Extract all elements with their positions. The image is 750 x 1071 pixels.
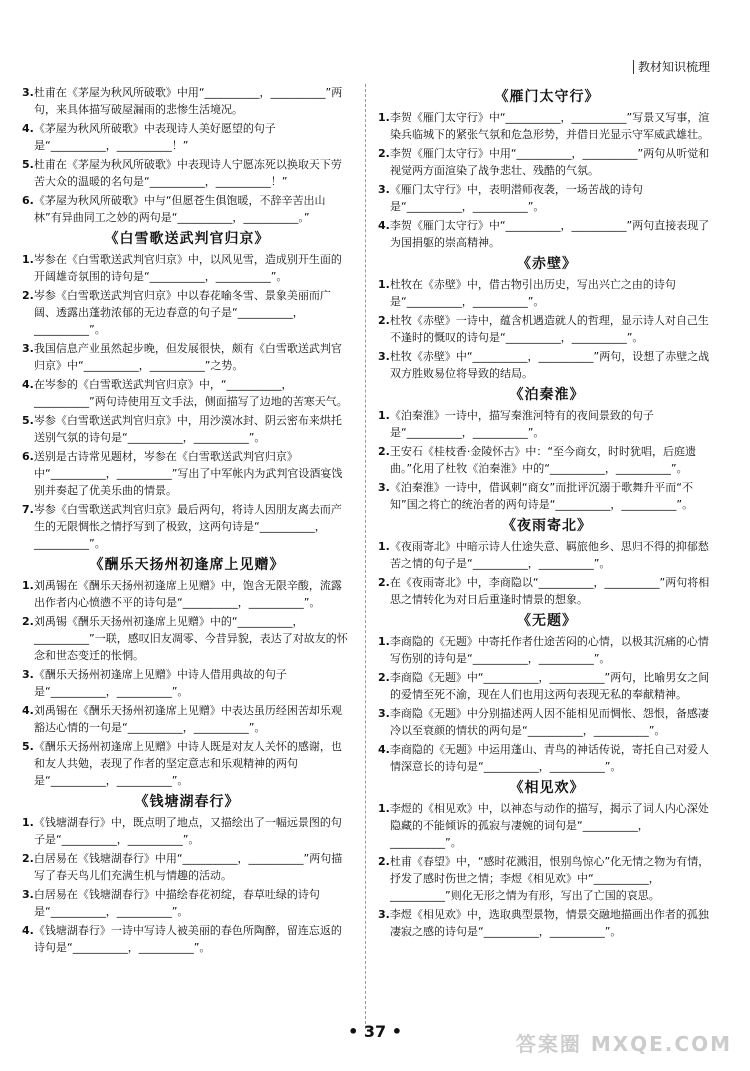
question-item — [378, 109, 716, 143]
question-number: 3. — [378, 908, 390, 921]
question-number: 3. — [378, 350, 390, 363]
section-title: 《钱塘湖春行》 — [134, 794, 240, 810]
question-number: 1. — [22, 253, 34, 266]
question-item — [22, 412, 352, 446]
question-item — [22, 738, 352, 789]
question-number: 2. — [378, 855, 390, 868]
page-number: • 37 • — [348, 1022, 402, 1041]
question-text: 白居易在《钱塘湖春行》中描绘春花初绽，春草吐绿的诗句是“__________，__________”。 — [33, 888, 320, 918]
question-number: 1. — [378, 802, 390, 815]
question-number: 2. — [22, 289, 34, 302]
question-item — [22, 251, 352, 285]
question-item — [378, 741, 716, 775]
question-text: 岑参《白雪歌送武判官归京》最后两句，将诗人因朋友离去而产生的无限惆怅之情抒写到了极致，这两句诗是“__________，__________”。 — [33, 503, 342, 550]
question-item — [378, 800, 716, 851]
question-item — [22, 448, 352, 499]
question-text: 李商隐的《无题》中寄托作者仕途苦闷的心情，以极其沉痛的心情写伤别的诗句是“__________，__________”。 — [389, 635, 709, 665]
watermark-logo: 答案圈 MXQE.COM — [515, 1032, 732, 1056]
section-title: 《相见欢》 — [509, 780, 585, 796]
question-text: 在《夜雨寄北》中，李商隐以“__________，__________”两句将相思之情转化为对日后重逢时情景的想象。 — [389, 576, 710, 606]
question-item — [378, 276, 716, 310]
question-number: 3. — [378, 183, 390, 196]
question-text: 李贺《雁门太守行》中“__________，__________”两句直接表现了为国捐躯的崇高精神。 — [389, 219, 710, 249]
question-text: 李商隐《无题》中分别描述两人因不能相见而惆怅、怨恨，备感凄冷以至衰颜的情状的两句是“__________，__________”。 — [389, 707, 709, 737]
question-number: 7. — [22, 503, 34, 516]
question-item — [378, 633, 716, 667]
question-number: 2. — [378, 576, 390, 589]
question-item — [22, 613, 352, 664]
section-title: 《夜雨寄北》 — [502, 518, 592, 534]
question-number: 1. — [378, 635, 390, 648]
question-item — [22, 287, 352, 338]
question-item — [378, 443, 716, 477]
question-item — [378, 669, 716, 703]
question-item — [22, 156, 352, 190]
question-text: 李贺《雁门太守行》中用“__________，__________”两句从听觉和视觉两方面渲染了战争悲壮、残酷的气氛。 — [389, 147, 710, 177]
question-item — [378, 217, 716, 251]
question-text: 在岑参的《白雪歌送武判官归京》中，“__________，__________”两句诗使用互文手法，侧面描写了边地的苦寒天气。 — [33, 378, 348, 408]
question-text: 我国信息产业虽然起步晚，但发展很快，颇有《白雪歌送武判官归京》中“__________，__________”之势。 — [33, 342, 342, 372]
question-text: 杜牧在《赤壁》中，借古物引出历史，写出兴亡之由的诗句是“__________，__________”。 — [389, 278, 676, 308]
question-item — [378, 538, 716, 572]
question-text: 岑参《白雪歌送武判官归京》中以春花喻冬雪、景象美丽而广阔、透露出蓬勃浓郁的无边春意的句子是“__________，__________”。 — [33, 289, 331, 336]
question-item — [22, 501, 352, 552]
question-number: 4. — [378, 743, 390, 756]
question-number: 1. — [378, 278, 390, 291]
section-title: 《赤壁》 — [517, 256, 577, 272]
question-item — [22, 666, 352, 700]
question-text: 《酬乐天扬州初逢席上见赠》中诗人既是对友人关怀的感谢，也和友人共勉，表现了作者的坚定意志和乐观精神的两句是“__________，__________”。 — [33, 740, 342, 787]
question-number: 3. — [22, 888, 34, 901]
question-item — [22, 192, 352, 226]
question-number: 5. — [22, 414, 34, 427]
question-item — [22, 850, 352, 884]
question-text: 李商隐的《无题》中运用蓬山、青鸟的神话传说，寄托自己对爱人情深意长的诗句是“__________，__________”。 — [389, 743, 709, 773]
question-item — [378, 906, 716, 940]
question-number: 4. — [22, 704, 34, 717]
question-item — [378, 705, 716, 739]
question-text: 杜牧《赤壁》中“__________，__________”两句，设想了赤壁之战双方胜败易位将导致的结局。 — [389, 350, 710, 380]
question-number: 3. — [22, 342, 34, 355]
header-divider — [633, 60, 634, 74]
question-number: 4. — [22, 122, 34, 135]
section-title: 《酬乐天扬州初逢席上见赠》 — [89, 557, 285, 573]
question-item — [22, 577, 352, 611]
question-number: 2. — [378, 445, 390, 458]
question-number: 4. — [22, 924, 34, 937]
question-number: 2. — [378, 671, 390, 684]
question-item — [378, 479, 716, 513]
section-title: 《无题》 — [517, 613, 577, 629]
question-item — [378, 574, 716, 608]
question-item — [22, 84, 352, 118]
question-text: 《茅屋为秋风所破歌》中表现诗人美好愿望的句子是“__________，__________！” — [33, 122, 276, 152]
question-text: 《茅屋为秋风所破歌》中与“但愿苍生俱饱暖，不辞辛苦出山林”有异曲同工之妙的两句是“__________，__________。” — [33, 194, 326, 224]
question-item — [378, 312, 716, 346]
question-number: 5. — [22, 740, 34, 753]
question-text: 《雁门太守行》中，表明潜师夜袭，一场苦战的诗句是“__________，__________”。 — [389, 183, 643, 213]
question-text: 送别是古诗常见题材，岑参在《白雪歌送武判官归京》中“__________，__________”写出了中军帐内为武判官设酒宴饯别并奏起了优美乐曲的情景。 — [33, 450, 343, 497]
question-number: 1. — [378, 111, 390, 124]
question-item — [22, 814, 352, 848]
question-number: 5. — [22, 158, 34, 171]
question-text: 《夜雨寄北》中暗示诗人仕途失意、羁旅他乡、思归不得的抑郁愁苦之情的句子是“__________，__________”。 — [389, 540, 709, 570]
question-item — [22, 376, 352, 410]
question-item — [378, 348, 716, 382]
question-number: 2. — [22, 852, 34, 865]
section-title: 《雁门太守行》 — [494, 89, 600, 105]
question-number: 6. — [22, 450, 34, 463]
question-number: 4. — [378, 219, 390, 232]
question-text: 《钱塘湖春行》一诗中写诗人被美丽的春色所陶醉，留连忘返的诗句是“__________，__________”。 — [33, 924, 342, 954]
question-text: 李贺《雁门太守行》中“__________，__________”写景又写事，渲染兵临城下的紧张气氛和危急形势，并借日光显示守军威武雄壮。 — [389, 111, 710, 141]
question-number: 2. — [378, 147, 390, 160]
question-text: 《泊秦淮》一诗中，描写秦淮河特有的夜间景致的句子是“__________，__________”。 — [389, 409, 654, 439]
question-text: 刘禹锡在《酬乐天扬州初逢席上见赠》中表达虽历经困苦却乐观豁达心情的一句是“__________，__________”。 — [33, 704, 342, 734]
question-number: 1. — [378, 540, 390, 553]
question-text: 杜甫《春望》中，“感时花溅泪，恨别鸟惊心”化无情之物为有情，抒发了感时伤世之情；李煜《相见欢》中“__________，__________”则化无形之情为有形，写出了亡国的哀思。 — [389, 855, 710, 902]
page-header — [633, 58, 710, 75]
question-item — [22, 886, 352, 920]
question-text: 《钱塘湖春行》中，既点明了地点，又描绘出了一幅远景图的句子是“__________，__________”。 — [33, 816, 342, 846]
question-item — [378, 407, 716, 441]
question-number: 3. — [22, 668, 34, 681]
column-divider — [365, 84, 366, 1029]
right-column — [378, 84, 716, 942]
question-item — [22, 702, 352, 736]
question-number: 2. — [22, 615, 34, 628]
question-text: 杜甫在《茅屋为秋风所破歌》中表现诗人宁愿冻死以换取天下劳苦大众的温暖的名句是“__________，__________！” — [33, 158, 342, 188]
question-number: 1. — [22, 579, 34, 592]
question-number: 3. — [378, 707, 390, 720]
question-number: 4. — [22, 378, 34, 391]
question-text: 刘禹锡在《酬乐天扬州初逢席上见赠》中，饱含无限辛酸，流露出作者内心愤懑不平的诗句是“__________，__________”。 — [33, 579, 342, 609]
left-column — [22, 84, 352, 958]
question-item — [22, 340, 352, 374]
question-text: 《泊秦淮》一诗中，借讽刺“商女”而批评沉溺于歌舞升平而“不知”国之将亡的统治者的两句诗是“__________，__________”。 — [389, 481, 694, 511]
question-text: 李煜的《相见欢》中，以神态与动作的描写，揭示了词人内心深处隐藏的不能倾诉的孤寂与凄婉的词句是“__________，__________”。 — [389, 802, 709, 849]
question-text: 杜牧《赤壁》一诗中，蕴含机遇造就人的哲理，显示诗人对自己生不逢时的慨叹的诗句是“__________，__________”。 — [389, 314, 709, 344]
question-item — [378, 181, 716, 215]
question-item — [378, 853, 716, 904]
question-number: 3. — [22, 86, 34, 99]
question-text: 李商隐《无题》中“__________，__________”两句，比喻男女之间的爱情至死不渝，现在人们也用这两句表现无私的奉献精神。 — [389, 671, 710, 701]
question-text: 岑参在《白雪歌送武判官归京》中，以风见雪，造成别开生面的开阔雄奇氛围的诗句是“__________，__________”。 — [33, 253, 342, 283]
question-text: 刘禹锡《酬乐天扬州初逢席上见赠》中的“__________，__________”一联，感叹旧友凋零、今昔异貌，表达了对故友的怀念和世态变迁的怅惘。 — [33, 615, 348, 662]
header-label: 教材知识梳理 — [637, 60, 710, 74]
question-item — [22, 120, 352, 154]
question-number: 2. — [378, 314, 390, 327]
section-title: 《白雪歌送武判官归京》 — [104, 231, 270, 247]
question-number: 1. — [22, 816, 34, 829]
question-text: 《酬乐天扬州初逢席上见赠》中诗人借用典故的句子是“__________，__________”。 — [33, 668, 287, 698]
question-text: 岑参《白雪歌送武判官归京》中，用沙漠冰封、阴云密布来烘托送别气氛的诗句是“__________，__________”。 — [33, 414, 342, 444]
question-text: 白居易在《钱塘湖春行》中用“__________，__________”两句描写了春天鸟儿们充满生机与情趣的活动。 — [33, 852, 343, 882]
question-number: 1. — [378, 409, 390, 422]
question-text: 杜甫在《茅屋为秋风所破歌》中用“__________，__________”两句，来具体描写破屋漏雨的悲惨生活境况。 — [33, 86, 343, 116]
question-item — [378, 145, 716, 179]
question-number: 3. — [378, 481, 390, 494]
question-text: 李煜《相见欢》中，选取典型景物，情景交融地描画出作者的孤独凄寂之感的诗句是“__________，__________”。 — [389, 908, 709, 938]
question-number: 6. — [22, 194, 34, 207]
question-text: 王安石《桂枝香·金陵怀古》中：“至今商女，时时犹唱，后庭遗曲。”化用了杜牧《泊秦淮》中的“__________，__________”。 — [389, 445, 697, 475]
question-item — [22, 922, 352, 956]
section-title: 《泊秦淮》 — [509, 387, 585, 403]
